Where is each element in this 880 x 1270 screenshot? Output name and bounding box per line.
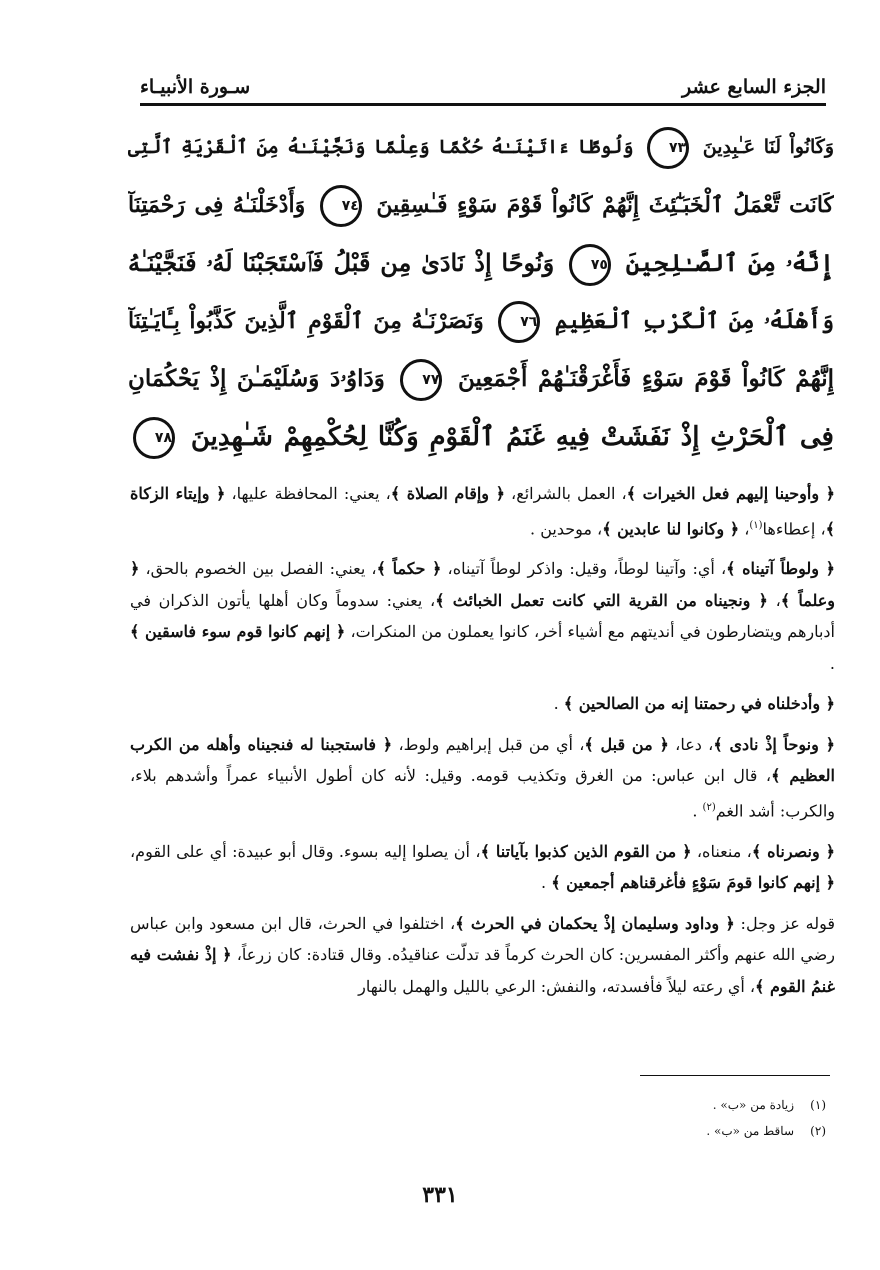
quran-verse-text: فِى ٱلْحَرْثِ إِذْ نَفَشَتْ فِيهِ غَنَمُ ٱلْقَوْمِ وَكُنَّا لِحُكْمِهِمْ شَـٰهِدِينَ bbox=[190, 422, 834, 452]
commentary-text: . bbox=[553, 694, 564, 714]
ayah-number-marker: ٧٨ bbox=[133, 417, 175, 459]
commentary-text: ، bbox=[739, 518, 750, 538]
commentary-text: ، أن يصلوا إليه بسوء. وقال أبو عبيدة: أي على القوم، bbox=[130, 841, 481, 861]
quran-line bbox=[128, 234, 834, 292]
quran-line bbox=[128, 350, 834, 408]
quran-verse-text: وَدَاوُۥدَ وَسُلَيْمَـٰنَ إِذْ يَحْكُمَانِ bbox=[128, 365, 385, 392]
quoted-verse: ﴿ وأدخلناه في رحمتنا إنه من الصالحين ﴾ bbox=[563, 694, 835, 714]
commentary-text: ، يعني: سدوماً وكان أهلها يأتون الذكران في أدبارهم ويتضارطون في أنديتهم مع أشياء أخر، كانوا يعملون من المنكرات، bbox=[130, 590, 836, 642]
commentary-text: ، يعني: المحافظة عليها، bbox=[225, 484, 391, 503]
quran-verse-text: وَأَهْلَهُۥ مِنَ ٱلْكَرْبِ ٱلْعَظِيمِ bbox=[554, 308, 834, 334]
commentary-text: قوله عز وجل: bbox=[734, 913, 836, 933]
quran-line bbox=[128, 176, 834, 234]
commentary-paragraph bbox=[130, 729, 835, 827]
footnote-number: (٢) bbox=[810, 1124, 826, 1138]
commentary-text: ، العمل بالشرائع، bbox=[504, 484, 627, 503]
commentary-paragraph bbox=[130, 553, 835, 679]
footnote-text: ساقط من «ب» . bbox=[706, 1124, 794, 1138]
ayah-number-marker: ٧٧ bbox=[400, 359, 442, 401]
quoted-verse: ﴿ وداود وسليمان إذْ يحكمان في الحرث ﴾ bbox=[455, 913, 735, 933]
quoted-verse: ﴿ من قبل ﴾ bbox=[584, 734, 669, 754]
quran-text-block bbox=[128, 118, 834, 466]
commentary-text: . bbox=[829, 653, 835, 673]
commentary-text: ، قال ابن عباس: من الغرق وتكذيب قومه. وقيل: لأنه كان أطول الأنبياء عمراً وأشدهم بلاء، والكرب: أشد الغم bbox=[130, 766, 835, 821]
quoted-verse: ﴿ فاستجبنا له فنجيناه وأهله من الكرب العظيم ﴾ bbox=[130, 734, 836, 786]
quoted-verse: ﴿ ونجيناه من القرية التي كانت تعمل الخبائث ﴾ bbox=[435, 590, 768, 610]
quran-verse-text: كَانَت تَّعْمَلُ ٱلْخَبَـٰٓئِثَ إِنَّهُمْ كَانُواْ قَوْمَ سَوْءٍ فَـٰسِقِينَ bbox=[376, 192, 834, 218]
ayah-number-marker: ٧٥ bbox=[569, 244, 611, 286]
footnote bbox=[600, 1092, 826, 1118]
quran-verse-text: وَكَانُواْ لَنَا عَـٰبِدِينَ bbox=[702, 136, 834, 158]
commentary-text: ، موحدين . bbox=[530, 518, 603, 538]
footnotes-block bbox=[600, 1092, 826, 1144]
quoted-verse: ﴿ وإقام الصلاة ﴾ bbox=[390, 484, 505, 503]
footnote bbox=[600, 1118, 826, 1144]
quoted-verse: ﴿ وعلماً ﴾ bbox=[130, 559, 836, 610]
part-title: الجزء السابع عشر bbox=[682, 76, 826, 98]
quoted-verse: ﴿ من القوم الذين كذبوا بآياتنا ﴾ bbox=[480, 841, 692, 861]
quoted-verse: ﴿ وإيتاء الزكاة ﴾ bbox=[130, 484, 835, 538]
quoted-verse: ﴿ إنهم كانوا قوم سوء فاسقين ﴾ bbox=[130, 622, 346, 642]
commentary-text: ، bbox=[767, 590, 781, 610]
quran-line bbox=[128, 408, 834, 466]
quran-line bbox=[128, 292, 834, 350]
page-number: ٣٣١ bbox=[422, 1182, 458, 1208]
quoted-verse: ﴿ وكانوا لنا عابدين ﴾ bbox=[602, 518, 740, 538]
ayah-number-marker: ٧٦ bbox=[498, 301, 540, 343]
quoted-verse: ﴿ وأوحينا إليهم فعل الخيرات ﴾ bbox=[626, 484, 836, 503]
quran-verse-text: إِنَّهُۥ مِنَ ٱلصَّـٰلِحِينَ bbox=[625, 248, 834, 277]
commentary-paragraph bbox=[130, 688, 835, 720]
commentary-text: ، أي رعته ليلاً فأفسدته، والنفش: الرعي بالليل والهمل بالنهار bbox=[358, 976, 756, 996]
quoted-verse: ﴿ حكماً ﴾ bbox=[376, 559, 442, 579]
commentary-paragraph bbox=[130, 478, 835, 544]
page-header bbox=[140, 62, 826, 98]
quoted-verse: ﴿ ولوطاً آتيناه ﴾ bbox=[726, 559, 835, 579]
quran-verse-text: وَنُوحًا إِذْ نَادَىٰ مِن قَبْلُ فَٱسْتَجَبْنَا لَهُۥ فَنَجَّيْنَـٰهُ bbox=[128, 248, 555, 277]
commentary-text: . bbox=[692, 801, 703, 821]
surah-title: سـورة الأنبيـاء bbox=[140, 76, 251, 98]
footnote-ref: (١) bbox=[749, 519, 763, 531]
header-rule bbox=[140, 103, 826, 106]
quran-verse-text: وَنَصَرْنَـٰهُ مِنَ ٱلْقَوْمِ ٱلَّذِينَ كَذَّبُواْ بِـَٔايَـٰتِنَآ bbox=[128, 308, 484, 334]
quran-line bbox=[128, 118, 834, 176]
commentary-text: ، اختلفوا في الحرث، قال ابن مسعود وابن عباس رضي الله عنهم وأكثر المفسرين: كان الحرث كرماً قد تدلّت عناقيدُه. وقال قتادة: كان زرعاً، bbox=[130, 913, 835, 965]
commentary-block bbox=[130, 478, 835, 1011]
commentary-text: ، دعا، bbox=[668, 734, 714, 754]
quoted-verse: ﴿ ونصرناه ﴾ bbox=[751, 841, 836, 861]
commentary-paragraph bbox=[130, 908, 835, 1003]
commentary-text: ، أي من قبل إبراهيم ولوط، bbox=[392, 734, 585, 754]
quoted-verse: ﴿ ونوحاً إذْ نادى ﴾ bbox=[713, 734, 836, 754]
quoted-verse: ﴿ إذْ نفشت فيه غنمُ القوم ﴾ bbox=[130, 945, 835, 996]
quran-verse-text: وَلُوطًا ءَاتَيْنَـٰهُ حُكْمًا وَعِلْمًا وَنَجَّيْنَـٰهُ مِنَ ٱلْقَرْيَةِ ٱلَّتِى bbox=[128, 136, 634, 158]
ayah-number-marker: ٧٣ bbox=[647, 127, 689, 169]
footnote-number: (١) bbox=[810, 1098, 826, 1112]
commentary-text: ، يعني: الفصل بين الخصوم بالحق، bbox=[139, 559, 377, 579]
commentary-text: ، أي: وآتينا لوطاً، وقيل: واذكر لوطاً آتيناه، bbox=[441, 559, 727, 579]
footnote-separator bbox=[640, 1075, 830, 1076]
quoted-verse: ﴿ إنهم كانوا قومَ سَوْءٍ فأغرقناهم أجمعين ﴾ bbox=[551, 873, 835, 893]
commentary-paragraph bbox=[130, 836, 835, 899]
commentary-text: . bbox=[541, 873, 552, 893]
quran-verse-text: وَأَدْخَلْنَـٰهُ فِى رَحْمَتِنَآ bbox=[128, 192, 306, 218]
commentary-text: ، إعطاءها bbox=[762, 518, 826, 538]
quran-verse-text: إِنَّهُمْ كَانُواْ قَوْمَ سَوْءٍ فَأَغْرَقْنَـٰهُمْ أَجْمَعِينَ bbox=[457, 365, 834, 392]
footnote-text: زيادة من «ب» . bbox=[712, 1098, 794, 1112]
ayah-number-marker: ٧٤ bbox=[320, 185, 362, 227]
footnote-ref: (٢) bbox=[702, 801, 716, 813]
commentary-text: ، منعناه، bbox=[691, 841, 752, 861]
